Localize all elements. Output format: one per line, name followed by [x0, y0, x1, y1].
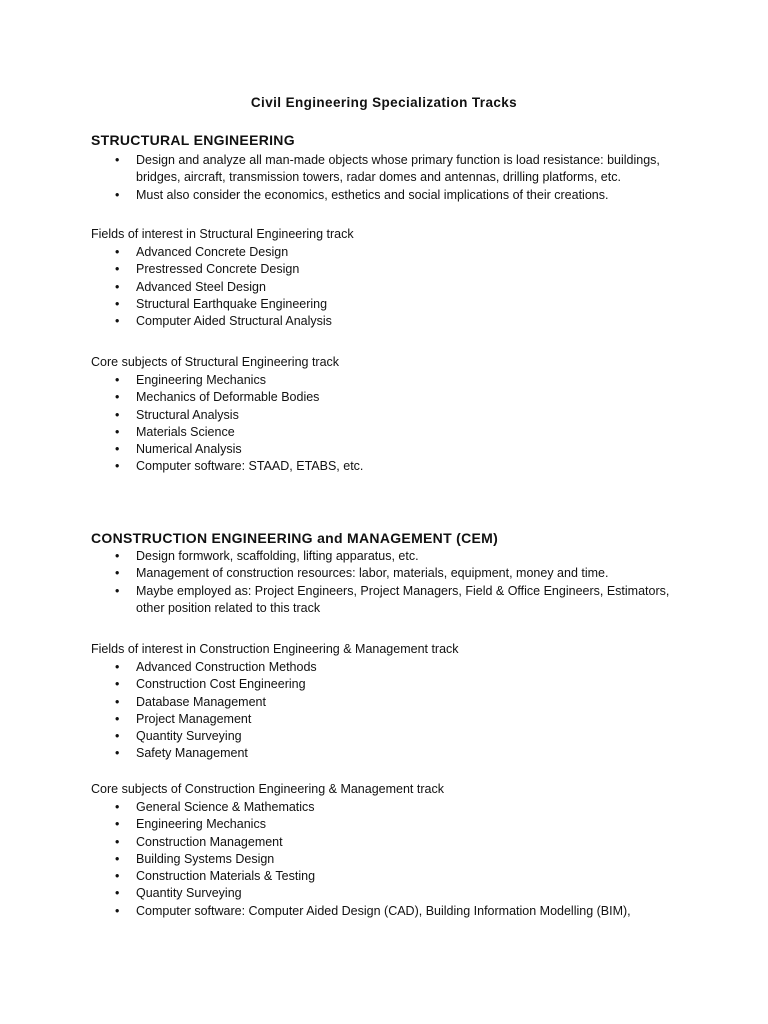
list-item: • Computer software: Computer Aided Design (CAD), Building Information Modelling (BIM), — [91, 903, 691, 920]
bullet-icon: • — [115, 549, 120, 563]
bullet-icon: • — [115, 187, 120, 202]
list-item: • Building Systems Design — [91, 851, 691, 868]
bullet-icon: • — [115, 442, 120, 457]
structural-core-list — [91, 372, 691, 476]
list-item: • Materials Science — [91, 424, 691, 441]
bullet-icon: • — [115, 800, 120, 814]
bullet-icon: • — [115, 262, 120, 277]
bullet-icon: • — [115, 296, 120, 311]
list-item: • Prestressed Concrete Design — [91, 261, 691, 278]
bullet-icon: • — [115, 711, 120, 726]
list-item: • Safety Management — [91, 745, 691, 762]
bullet-icon: • — [115, 694, 120, 709]
bullet-icon: • — [115, 407, 120, 422]
list-item: • Must also consider the economics, esthetics and social implications of their creations. — [91, 187, 691, 204]
bullet-icon: • — [115, 834, 120, 849]
bullet-icon: • — [115, 424, 120, 439]
list-item: • Database Management — [91, 694, 691, 711]
list-item: • Management of construction resources: labor, materials, equipment, money and time. — [91, 565, 691, 582]
list-item: • Construction Cost Engineering — [91, 676, 691, 693]
structural-heading: STRUCTURAL ENGINEERING — [91, 132, 295, 148]
cem-fields-list — [91, 659, 691, 763]
list-item: • Engineering Mechanics — [91, 816, 691, 833]
structural-fields-title: Fields of interest in Structural Engineering track — [91, 227, 354, 241]
list-item: • Advanced Concrete Design — [91, 244, 691, 261]
structural-intro-list — [91, 152, 691, 204]
bullet-icon: • — [115, 729, 120, 744]
structural-core-title: Core subjects of Structural Engineering track — [91, 355, 340, 369]
bullet-icon: • — [115, 583, 120, 598]
list-item: • Structural Analysis — [91, 407, 691, 424]
bullet-icon: • — [115, 660, 120, 674]
list-item: • Construction Management — [91, 834, 691, 851]
list-item: • Computer software: STAAD, ETABS, etc. — [91, 458, 691, 475]
list-item: • Advanced Steel Design — [91, 279, 691, 296]
cem-core-list — [91, 799, 691, 920]
list-item: • Project Management — [91, 711, 691, 728]
list-item: • Numerical Analysis — [91, 441, 691, 458]
list-item: • Quantity Surveying — [91, 728, 691, 745]
cem-fields-title: Fields of interest in Construction Engineering & Management track — [91, 642, 459, 656]
list-item: • Mechanics of Deformable Bodies — [91, 389, 691, 406]
bullet-icon: • — [115, 903, 120, 918]
list-item: • Construction Materials & Testing — [91, 868, 691, 885]
list-item: • Advanced Construction Methods — [91, 659, 691, 676]
list-item: • Maybe employed as: Project Engineers, Project Managers, Field & Office Engineers, Estimators, — [91, 583, 691, 600]
bullet-icon: • — [115, 677, 120, 692]
bullet-icon: • — [115, 373, 120, 387]
list-item-continuation: bridges, aircraft, transmission towers, radar domes and antennas, drilling platforms, etc. — [136, 170, 621, 185]
bullet-icon: • — [115, 886, 120, 901]
bullet-icon: • — [115, 566, 120, 581]
list-item: • Design and analyze all man-made objects whose primary function is load resistance: buildings, — [91, 152, 691, 169]
bullet-icon: • — [115, 245, 120, 259]
list-item: • Engineering Mechanics — [91, 372, 691, 389]
bullet-icon: • — [115, 459, 120, 474]
bullet-icon: • — [115, 869, 120, 884]
list-item: • Structural Earthquake Engineering — [91, 296, 691, 313]
bullet-icon: • — [115, 314, 120, 329]
bullet-icon: • — [115, 153, 120, 167]
list-item: • Quantity Surveying — [91, 885, 691, 902]
bullet-icon: • — [115, 851, 120, 866]
cem-core-title: Core subjects of Construction Engineering & Management track — [91, 782, 444, 796]
list-item-continuation: other position related to this track — [136, 600, 321, 615]
list-item: • General Science & Mathematics — [91, 799, 691, 816]
bullet-icon: • — [115, 390, 120, 405]
bullet-icon: • — [115, 279, 120, 294]
bullet-icon: • — [115, 746, 120, 761]
structural-fields-list — [91, 244, 691, 330]
list-item: • Design formwork, scaffolding, lifting apparatus, etc. — [91, 548, 691, 565]
cem-intro-list — [91, 548, 691, 617]
cem-heading: CONSTRUCTION ENGINEERING and MANAGEMENT (CEM) — [91, 530, 499, 546]
list-item: • Computer Aided Structural Analysis — [91, 313, 691, 330]
bullet-icon: • — [115, 817, 120, 832]
document-title: Civil Engineering Specialization Tracks — [250, 95, 518, 110]
